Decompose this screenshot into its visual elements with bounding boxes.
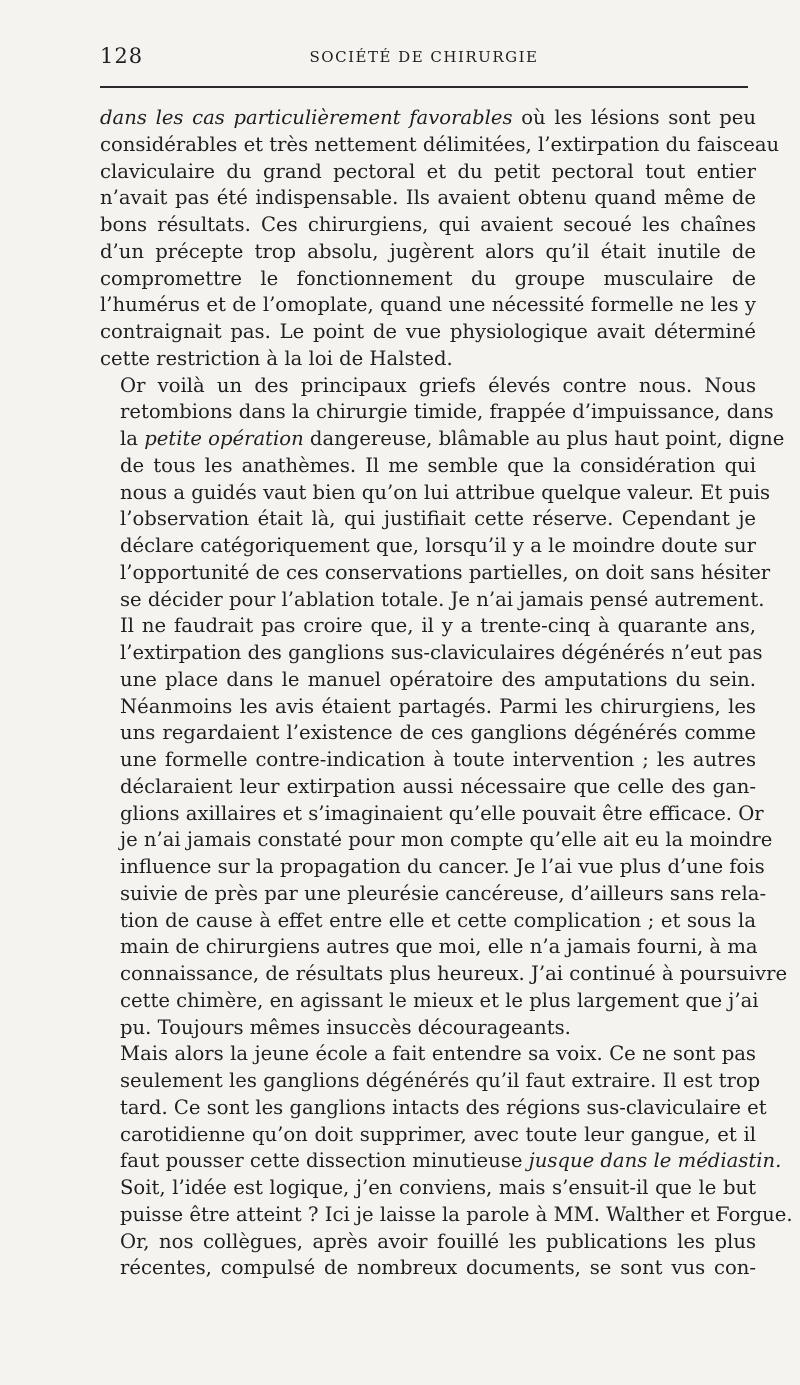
- text-line: [100, 480, 771, 507]
- text-line: [100, 319, 756, 346]
- text-line: [100, 667, 756, 694]
- text-segment: de tous les anathèmes. Il me semble que la considération qui: [120, 453, 756, 477]
- paragraph: [100, 105, 780, 373]
- text-line: [100, 266, 756, 293]
- text-line: [100, 881, 767, 908]
- text-segment: l’extirpation des ganglions sus-claviculaires dégénérés n’eut pas: [120, 641, 763, 664]
- text-line: [100, 774, 756, 801]
- text-line: [100, 506, 756, 533]
- text-segment: suivie de près par une pleurésie cancéreuse, d’ailleurs sans rela-: [120, 881, 767, 905]
- text-segment: carotidienne qu’on doit supprimer, avec toute leur gangue, et il: [120, 1122, 756, 1146]
- text-segment: puisse être atteint ? Ici je laisse la parole à MM. Walther et Forgue.: [120, 1202, 793, 1226]
- text-line: [100, 1068, 761, 1095]
- text-line: [100, 373, 756, 400]
- text-segment: Or, nos collègues, après avoir fouillé les publications les plus: [120, 1229, 756, 1253]
- text-line: [100, 1041, 756, 1068]
- text-segment: dangereuse, blâmable au plus haut point, digne: [303, 427, 785, 450]
- text-segment: Néanmoins les avis étaient partagés. Parmi les chirurgiens, les: [120, 694, 756, 718]
- text-line: [100, 1148, 782, 1175]
- text-segment: glions axillaires et s’imaginaient qu’elle pouvait être efficace. Or: [120, 801, 764, 825]
- paragraph: [100, 373, 785, 614]
- text-segment: seulement les ganglions dégénérés qu’il faut extraire. Il est trop: [120, 1069, 761, 1092]
- italic-text: dans les cas particulièrement favorables: [100, 106, 513, 129]
- text-segment: pu. Toujours mêmes insuccès décourageants.: [120, 1015, 571, 1039]
- text-segment: faut pousser cette dissection minutieuse: [120, 1149, 529, 1173]
- italic-text: petite opération: [144, 427, 304, 450]
- text-line: [100, 1015, 756, 1042]
- text-segment: cette restriction à la loi de Halsted.: [100, 346, 453, 370]
- text-segment: Or voilà un des principaux griefs élevés contre nous. Nous: [120, 373, 756, 397]
- text-segment: déclare catégoriquement que, lorsqu’il y a le moindre doute sur: [120, 534, 756, 557]
- text-segment: cette chimère, en agissant le mieux et le plus largement que j’ai: [120, 988, 759, 1012]
- text-segment: l’humérus et de l’omoplate, quand une nécessité formelle ne les y: [100, 293, 756, 317]
- text-line: [100, 801, 764, 828]
- text-line: [100, 827, 773, 854]
- text-segment: compromettre le fonctionnement du groupe musculaire de: [100, 266, 756, 290]
- text-line: [100, 105, 756, 132]
- text-line: [100, 212, 756, 239]
- text-segment: Mais alors la jeune école a fait entendre sa voix. Ce ne sont pas: [120, 1042, 756, 1066]
- page-number: 128: [100, 44, 144, 68]
- text-segment: n’avait pas été indispensable. Ils avaient obtenu quand même de: [100, 186, 756, 210]
- text-line: [100, 747, 756, 774]
- paragraph: [100, 613, 788, 1041]
- text-segment: uns regardaient l’existence de ces ganglions dégénérés comme: [120, 721, 756, 745]
- text-segment: Soit, l’idée est logique, j’en conviens, mais s’ensuit-il que le but: [120, 1176, 756, 1199]
- text-line: [100, 694, 756, 721]
- text-line: [100, 1229, 756, 1256]
- page-header: [100, 44, 748, 74]
- text-segment: l’observation était là, qui justifiait cette réserve. Cependant je: [120, 507, 756, 531]
- text-line: [100, 453, 756, 480]
- text-line: [100, 720, 756, 747]
- text-line: [100, 1175, 756, 1202]
- italic-text: jusque dans le médiastin.: [528, 1149, 782, 1173]
- text-segment: considérables et très nettement délimitées, l’extirpation du faisceau: [100, 132, 780, 156]
- text-line: [100, 399, 774, 426]
- text-segment: je n’ai jamais constaté pour mon compte qu’elle ait eu la moindre: [120, 828, 773, 852]
- text-segment: tard. Ce sont les ganglions intacts des régions sus-claviculaire et: [120, 1095, 767, 1119]
- body-text: [100, 105, 793, 1282]
- text-segment: l’opportunité de ces conservations partielles, on doit sans hésiter: [120, 560, 771, 584]
- text-line: [100, 988, 759, 1015]
- text-segment: déclaraient leur extirpation aussi nécessaire que celle des gan-: [120, 774, 756, 798]
- paragraph: [100, 1041, 793, 1228]
- text-line: [100, 854, 765, 881]
- text-segment: nous a guidés vaut bien qu’on lui attribue quelque valeur. Et puis: [120, 480, 771, 504]
- text-segment: connaissance, de résultats plus heureux. J’ai continué à poursuivre: [120, 962, 788, 985]
- text-line: [100, 908, 756, 935]
- text-line: [100, 1202, 793, 1229]
- text-segment: une formelle contre-indication à toute intervention ; les autres: [120, 748, 756, 771]
- text-line: [100, 346, 756, 373]
- text-line: [100, 159, 756, 186]
- text-segment: où les lésions sont peu: [512, 106, 756, 129]
- text-line: [100, 1255, 756, 1282]
- text-line: [100, 560, 771, 587]
- text-segment: retombions dans la chirurgie timide, frappée d’impuissance, dans: [120, 400, 774, 424]
- text-line: [100, 239, 756, 266]
- header-rule: [100, 86, 748, 88]
- text-segment: se décider pour l’ablation totale. Je n’ai jamais pensé autrement.: [120, 587, 765, 611]
- text-segment: d’un précepte trop absolu, jugèrent alors qu’il était inutile de: [100, 239, 756, 263]
- text-segment: bons résultats. Ces chirurgiens, qui avaient secoué les chaînes: [100, 213, 756, 236]
- text-segment: influence sur la propagation du cancer. Je l’ai vue plus d’une fois: [120, 855, 765, 878]
- text-segment: main de chirurgiens autres que moi, elle n’a jamais fourni, à ma: [120, 935, 758, 959]
- text-line: [100, 132, 780, 159]
- text-segment: claviculaire du grand pectoral et du petit pectoral tout entier: [100, 159, 756, 183]
- text-line: [100, 1095, 767, 1122]
- text-line: [100, 613, 756, 640]
- text-line: [100, 185, 756, 212]
- paragraph: [100, 1229, 756, 1283]
- text-segment: Il ne faudrait pas croire que, il y a trente-cinq à quarante ans,: [120, 614, 756, 638]
- text-segment: la: [120, 427, 145, 450]
- text-segment: une place dans le manuel opératoire des amputations du sein.: [120, 667, 756, 691]
- text-line: [100, 961, 788, 988]
- text-segment: contraignait pas. Le point de vue physiologique avait déterminé: [100, 320, 756, 343]
- running-title: SOCIÉTÉ DE CHIRURGIE: [309, 48, 539, 66]
- text-line: [100, 934, 756, 961]
- text-line: [100, 292, 756, 319]
- text-segment: tion de cause à effet entre elle et cette complication ; et sous la: [120, 908, 756, 932]
- text-line: [100, 640, 763, 667]
- text-line: [100, 426, 785, 453]
- text-line: [100, 533, 756, 560]
- text-segment: récentes, compulsé de nombreux documents, se sont vus con-: [120, 1256, 756, 1280]
- text-line: [100, 1122, 756, 1149]
- text-line: [100, 587, 765, 614]
